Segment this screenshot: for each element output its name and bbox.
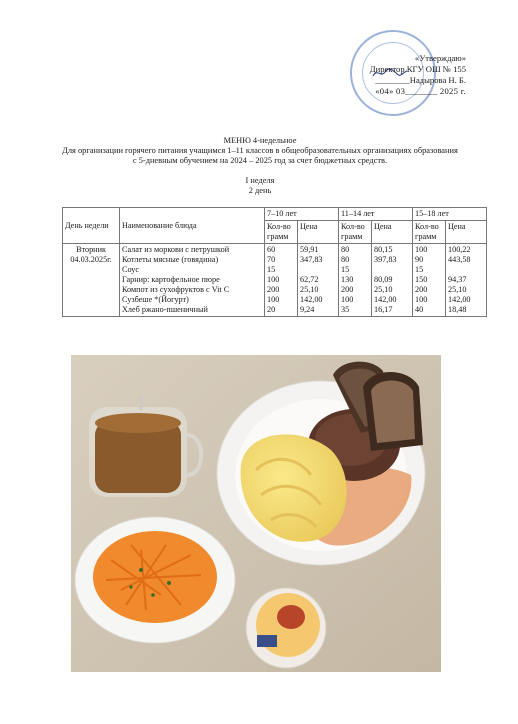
menu-table [62,207,487,317]
price-value: 80,09 [374,275,393,284]
price-value: 142,00 [300,295,323,304]
qty-value: 90 [415,255,424,264]
qty-value: 100 [415,295,428,304]
menu-document [0,0,518,340]
price-value: 25,10 [300,285,319,294]
qty-header-2: Кол-во грамм [339,221,372,244]
approval-line-3: ________Надырова Н. Б. [375,75,466,85]
price-value: 80,15 [374,245,393,254]
yogurt-logo [257,635,277,647]
price-value: 25,10 [374,285,393,294]
qty-value: 60 [267,245,276,254]
approval-block [370,53,466,97]
price-value: 443,58 [448,255,471,264]
price-value: 59,91 [300,245,319,254]
dish-item: Салат из моркови с петрушкой [122,245,230,254]
qty-value: 35 [341,305,350,314]
dish-list [120,244,265,317]
header-dish: Наименование блюда [120,208,265,244]
price-value: 100,22 [448,245,471,254]
qty-value: 100 [415,245,428,254]
qty-value: 100 [267,275,280,284]
price-value: 18,48 [448,305,467,314]
dish-item: Хлеб ржано-пшеничный [122,305,208,314]
approval-line-2: Директор КГУ ОШ № 155 [369,64,466,74]
qty-value: 100 [341,295,354,304]
menu-subtitle-1: Для организации горячего питания учащимся 1–11 классов в общеобразовательных организациях образования [62,146,458,155]
qty-value: 70 [267,255,276,264]
price-value: 142,00 [374,295,397,304]
qty-value: 40 [415,305,424,314]
price-value: 25,10 [448,285,467,294]
price-value: 94,37 [448,275,467,284]
g1-price-column [298,244,339,317]
price-value [300,265,336,275]
qty-value: 200 [341,285,354,294]
price-header-2: Цена [372,221,413,244]
g1-qty-column [265,244,298,317]
qty-value: 130 [341,275,354,284]
qty-value: 80 [341,255,350,264]
age-group-2: 11–14 лет [339,208,413,221]
approval-date: «04» 03_______ 2025 г. [375,86,466,96]
qty-value: 20 [267,305,276,314]
qty-value: 200 [415,285,428,294]
qty-value: 15 [341,265,350,274]
g3-qty-column [413,244,446,317]
week-label: I неделя [245,176,275,185]
approval-line-1: «Утверждаю» [414,53,466,63]
g2-qty-column [339,244,372,317]
yogurt-lid-fruit [277,605,305,629]
dish-item: Соус [122,265,139,274]
bread-crumb-front [371,381,415,444]
qty-value: 150 [415,275,428,284]
price-value: 62,72 [300,275,319,284]
dish-item: Гарнир: картофельное пюре [122,275,220,284]
qty-header-3: Кол-во грамм [413,221,446,244]
price-header-1: Цена [298,221,339,244]
g2-price-column [372,244,413,317]
qty-value: 100 [267,295,280,304]
qty-value: 200 [267,285,280,294]
qty-value: 80 [341,245,350,254]
price-header-3: Цена [446,221,487,244]
age-group-3: 15–18 лет [413,208,487,221]
dish-item: Котлеты мясные (говядина) [122,255,219,264]
qty-header-1: Кол-во грамм [265,221,298,244]
menu-title: МЕНЮ 4-недельное [223,136,297,145]
price-value: 142,00 [448,295,471,304]
price-value [448,265,484,275]
price-value: 347,83 [300,255,323,264]
meal-photo [71,355,441,672]
header-day: День недели [63,208,120,244]
day-cell: Вторник 04.03.2025г. [63,244,120,317]
g3-price-column [446,244,487,317]
compote-surface [95,413,181,433]
age-group-1: 7–10 лет [265,208,339,221]
dish-item: Сузбеше *(Йогурт) [122,295,189,304]
qty-value: 15 [415,265,424,274]
price-value: 9,24 [300,305,315,314]
dish-item: Компот из сухофруктов с Vit C [122,285,230,294]
price-value [374,265,410,275]
qty-value: 15 [267,265,276,274]
day-label: 2 день [248,186,272,195]
price-value: 397,83 [374,255,397,264]
menu-subtitle-2: с 5-дневным обучением на 2024 – 2025 год за счет бюджетных средств. [132,156,388,165]
price-value: 16,17 [374,305,393,314]
